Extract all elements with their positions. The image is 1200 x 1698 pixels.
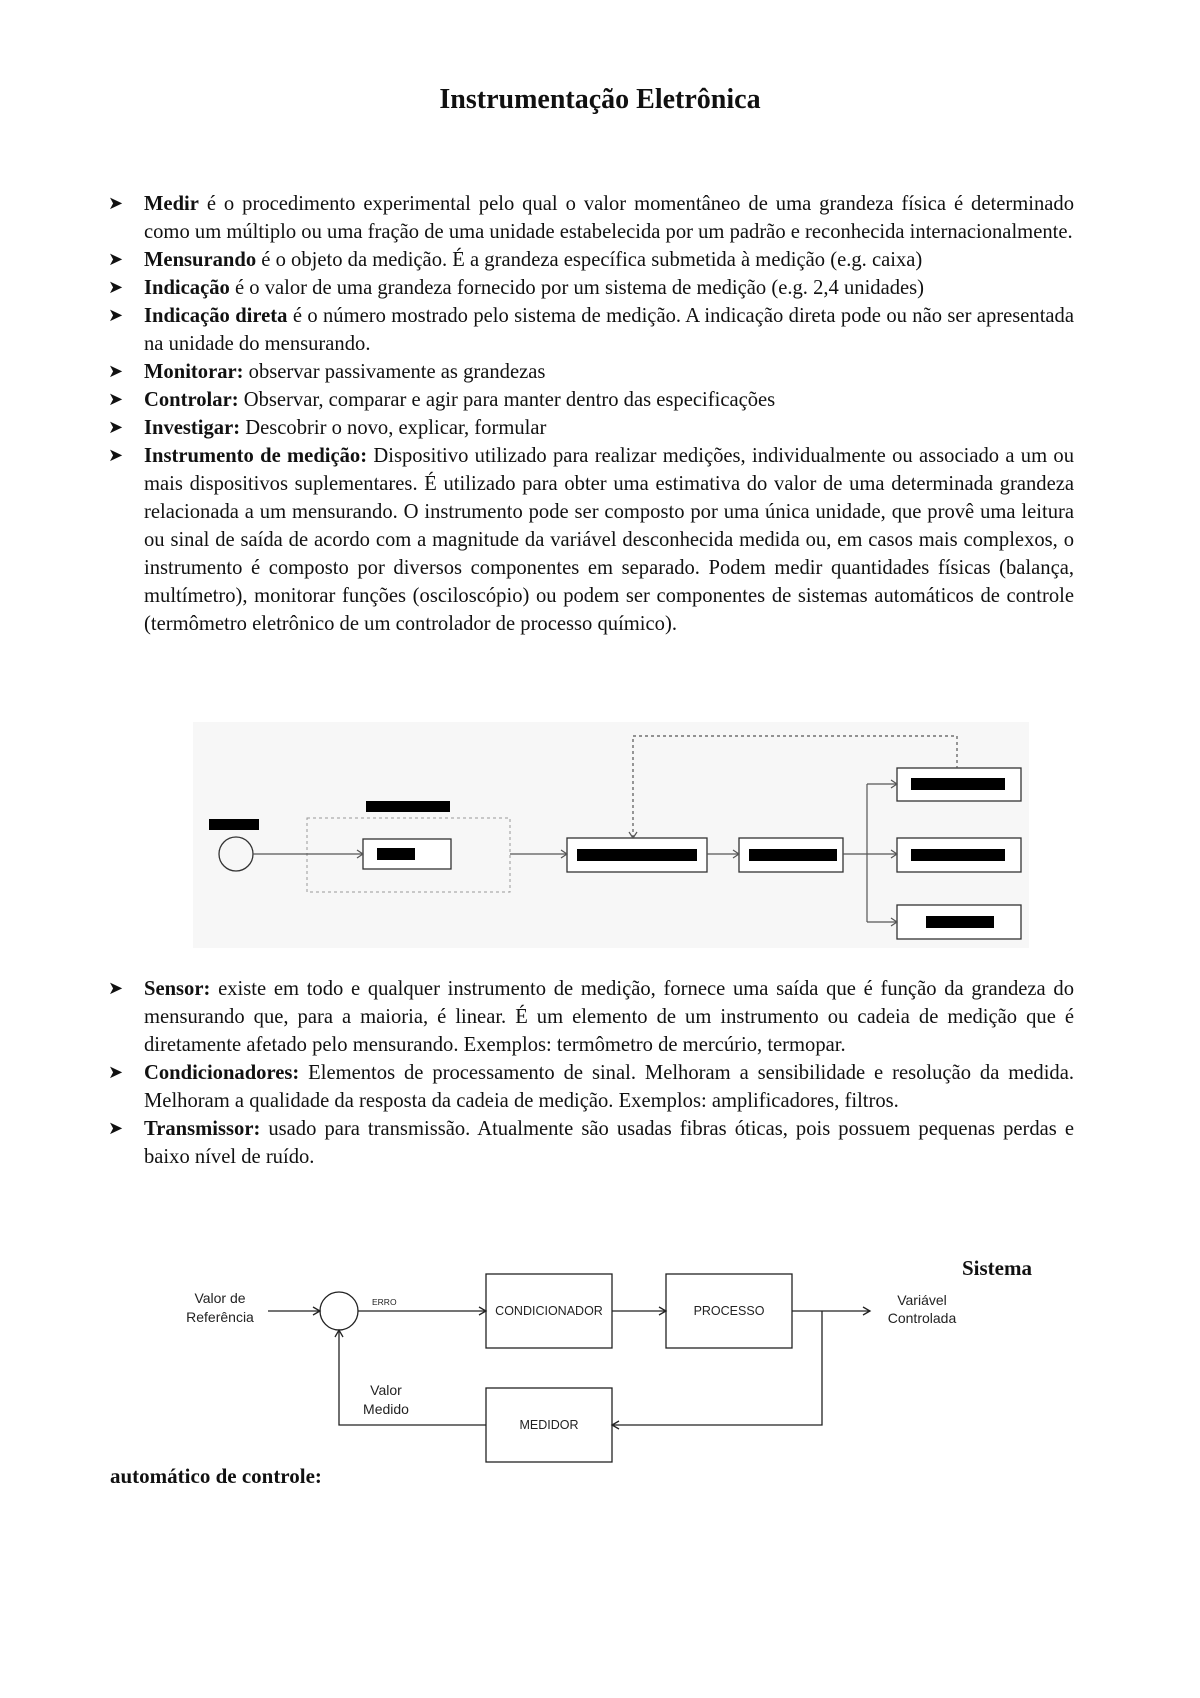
term: Mensurando [144, 249, 257, 271]
redacted-label [911, 778, 1005, 790]
term: Indicação direta [144, 305, 288, 327]
list-item [108, 302, 1074, 358]
arrowhead-bullet-icon: ➤ [108, 978, 124, 999]
list-item [108, 246, 1074, 274]
arrowhead-bullet-icon: ➤ [108, 193, 124, 214]
definition: é o número mostrado pelo sistema de medição. A indicação direta pode ou não ser apresentada na unidade do mensurando. [144, 305, 1074, 355]
term: Condicionadores: [144, 1062, 300, 1084]
list-item [108, 274, 1074, 302]
arrowhead-bullet-icon: ➤ [108, 249, 124, 270]
output-label-line2: Controlada [887, 1310, 957, 1326]
list-item [108, 190, 1074, 246]
summing-junction [320, 1292, 358, 1330]
arrowhead-bullet-icon: ➤ [108, 445, 124, 466]
list-item [108, 386, 1074, 414]
measurement-chain-diagram [193, 722, 1029, 948]
arrowhead-bullet-icon: ➤ [108, 417, 124, 438]
redacted-label [926, 916, 994, 928]
redacted-label [366, 801, 450, 812]
arrowhead-bullet-icon: ➤ [108, 1062, 124, 1083]
term: Instrumento de medição: [144, 445, 368, 467]
redacted-label [749, 849, 837, 861]
reference-label-line2: Referência [186, 1309, 254, 1325]
diagram-heading-part2: automático de controle: [110, 1464, 322, 1488]
output-label-line1: Variável [897, 1292, 947, 1308]
components-list [108, 975, 1074, 1171]
redacted-label [911, 849, 1005, 861]
error-label: ERRO [372, 1297, 397, 1307]
definition: usado para transmissão. Atualmente são usadas fibras óticas, pois possuem pequenas perdas e baixo nível de ruído. [144, 1118, 1074, 1168]
feedback-line [339, 1330, 486, 1425]
definition: é o objeto da medição. É a grandeza específica submetida à medição (e.g. caixa) [256, 249, 923, 271]
redacted-label [209, 819, 259, 830]
term: Transmissor: [144, 1118, 261, 1140]
definition: é o procedimento experimental pelo qual o valor momentâneo de uma grandeza física é determinado como um múltiplo ou uma fração de uma unidade estabelecida por um padrão e reconhecida internacionalmente. [144, 193, 1074, 243]
meter-label: MEDIDOR [519, 1418, 579, 1432]
measured-label-line2: Medido [363, 1401, 409, 1417]
definition: Dispositivo utilizado para realizar medições, individualmente ou associado a um ou mais dispositivos suplementares. É utilizado para obter uma estimativa do valor de uma determinada grandeza relacionada a um mensurando. O instrumento pode ser composto por uma única unidade, que provê uma leitura ou sinal de saída de acordo com a magnitude da variável desconhecida medida ou, em casos mais complexos, o instrumento é composto por diversos componentes em separado. Podem medir quantidades físicas (balança, multímetro), monitorar funções (osciloscópio) ou podem ser componentes de sistemas automáticos de controle (termômetro eletrônico de um controlador de processo químico). [144, 445, 1074, 635]
arrowhead-bullet-icon: ➤ [108, 277, 124, 298]
term: Sensor: [144, 978, 211, 1000]
arrowhead-bullet-icon: ➤ [108, 305, 124, 326]
definition: Observar, comparar e agir para manter dentro das especificações [238, 389, 776, 411]
list-item [108, 1115, 1074, 1171]
diagram-heading-part1: Sistema [962, 1256, 1032, 1280]
arrowhead-bullet-icon: ➤ [108, 389, 124, 410]
term: Controlar: [144, 389, 239, 411]
arrowhead-bullet-icon: ➤ [108, 361, 124, 382]
list-item [108, 975, 1074, 1059]
process-label: PROCESSO [693, 1304, 765, 1318]
definition: observar passivamente as grandezas [243, 361, 546, 383]
reference-label-line1: Valor de [194, 1290, 246, 1306]
definitions-list [108, 190, 1074, 638]
measured-label-line1: Valor [370, 1382, 402, 1398]
list-item [108, 1059, 1074, 1115]
list-item [108, 358, 1074, 386]
page-title: Instrumentação Eletrônica [439, 84, 761, 115]
conditioner-label: CONDICIONADOR [495, 1304, 603, 1318]
definition: é o valor de uma grandeza fornecido por um sistema de medição (e.g. 2,4 unidades) [229, 277, 925, 299]
control-loop-diagram [160, 1265, 990, 1465]
list-item [108, 414, 1074, 442]
redacted-label [577, 849, 697, 861]
definition: Descobrir o novo, explicar, formular [240, 417, 547, 439]
term: Indicação [144, 277, 230, 299]
redacted-label [377, 848, 415, 860]
definition: existe em todo e qualquer instrumento de medição, fornece uma saída que é função da grandeza do mensurando que, para a maioria, é linear. É um elemento de um instrumento ou cadeia de medição que é diretamente afetado pelo mensurando. Exemplos: termômetro de mercúrio, termopar. [144, 978, 1074, 1056]
definition: Elementos de processamento de sinal. Melhoram a sensibilidade e resolução da medida. Melhoram a qualidade da resposta da cadeia de medição. Exemplos: amplificadores, filtros. [144, 1062, 1074, 1112]
term: Monitorar: [144, 361, 244, 383]
term: Investigar: [144, 417, 241, 439]
term: Medir [144, 193, 199, 215]
arrowhead-bullet-icon: ➤ [108, 1118, 124, 1139]
list-item [108, 442, 1074, 638]
